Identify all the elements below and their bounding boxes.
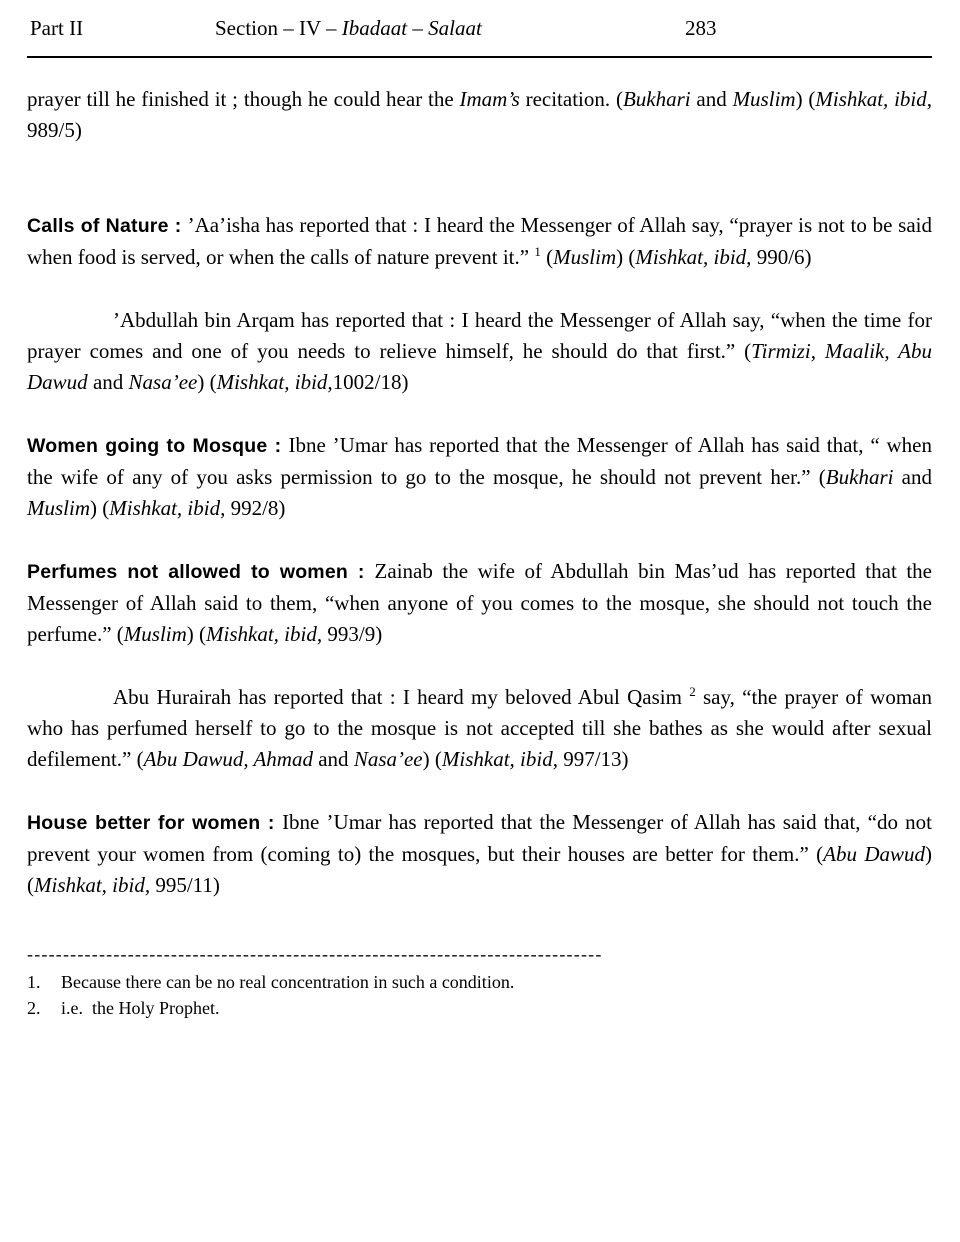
- paragraph: [27, 556, 932, 650]
- text-segment: prayer till he finished it ; though he could hear the: [27, 87, 460, 111]
- text-segment: 989/5): [27, 118, 82, 142]
- paragraph: [27, 807, 932, 901]
- text-segment: 1002/18): [332, 370, 409, 394]
- text-segment: Imam’s: [459, 87, 520, 111]
- text-segment: ) (: [197, 370, 217, 394]
- paragraph: [27, 682, 932, 775]
- text-segment: 995/11): [150, 873, 220, 897]
- text-segment: Muslim: [123, 622, 187, 646]
- footnote-list: [27, 969, 932, 1021]
- paragraph: [27, 305, 932, 398]
- footnote-block: [27, 945, 932, 1021]
- paragraph: [27, 84, 932, 146]
- text-segment: Abu Dawud: [823, 842, 926, 866]
- text-segment: say, “the prayer of woman who has perfumed herself to go to the mosque is not accepted till she bathes as she would after sexual defilement.” (: [27, 685, 932, 771]
- text-segment: Mishkat, ibid,: [815, 87, 933, 111]
- text-segment: Mishkat, ibid,: [206, 622, 323, 646]
- header-section-italic: Ibadaat – Salaat: [341, 16, 482, 40]
- footnote-text: Because there can be no real concentration in such a condition.: [61, 972, 515, 992]
- body-text: [27, 84, 932, 901]
- paragraph: [27, 430, 932, 524]
- text-segment: Nasa’ee: [128, 370, 198, 394]
- text-segment: 997/13): [557, 747, 629, 771]
- text-segment: Bukhari: [622, 87, 691, 111]
- text-segment: 993/9): [322, 622, 383, 646]
- topic-heading: Women going to Mosque :: [27, 435, 289, 457]
- text-segment: Abu Dawud, Ahmad: [143, 747, 313, 771]
- text-segment: and: [87, 370, 129, 394]
- footnote-reference: 1: [534, 244, 541, 259]
- paragraph: [27, 210, 932, 273]
- text-segment: Muslim: [732, 87, 796, 111]
- header-section-plain: Section – IV –: [215, 16, 342, 40]
- text-segment: ’Abdullah bin Arqam has reported that : I heard the Messenger of Allah say, “when the time for prayer comes and one of you needs to relieve himself, he should do that first.” (: [27, 308, 932, 363]
- text-segment: Mishkat, ibid,: [216, 370, 333, 394]
- text-segment: Ibne ’Umar has reported that the Messenger of Allah has said that, “do not prevent your women from (coming to) the mosques, but their houses are better for them.” (: [27, 810, 932, 866]
- text-segment: ) (: [90, 496, 110, 520]
- text-segment: Nasa’ee: [353, 747, 423, 771]
- text-segment: Mishkat, ibid,: [109, 496, 226, 520]
- text-segment: and: [312, 747, 354, 771]
- page-number: 283: [685, 16, 717, 40]
- text-segment: Muslim: [553, 245, 617, 269]
- topic-heading: Perfumes not allowed to women :: [27, 561, 375, 583]
- text-segment: Muslim: [27, 496, 90, 520]
- footnote-number: 2.: [27, 998, 41, 1018]
- text-segment: Zainab the wife of Abdullah bin Mas’ud has reported that the Messenger of Allah said to them, “when anyone of you comes to the mosque, she should not touch the perfume.” (: [27, 559, 932, 646]
- footnote-item: [27, 995, 932, 1021]
- text-segment: ) (: [616, 245, 636, 269]
- header-section-title: [215, 16, 482, 41]
- text-segment: and: [690, 87, 733, 111]
- text-segment: ’Aa’isha has reported that : I heard the Messenger of Allah say, “prayer is not to be said when food is served, or when the calls of nature prevent it.”: [27, 213, 932, 269]
- text-segment: Ibne ’Umar has reported that the Messenger of Allah has said that, “ when the wife of any of you asks permission to go to the mosque, he should not prevent her.” (: [27, 433, 932, 489]
- text-segment: ) (: [186, 622, 207, 646]
- topic-heading: House better for women :: [27, 812, 283, 834]
- footnote-number: 1.: [27, 972, 41, 992]
- text-segment: 992/8): [225, 496, 286, 520]
- text-segment: (: [540, 245, 554, 269]
- text-segment: Bukhari: [825, 465, 894, 489]
- footnote-text: i.e. the Holy Prophet.: [61, 998, 220, 1018]
- text-segment: ) (: [422, 747, 442, 771]
- text-segment: recitation. (: [519, 87, 623, 111]
- text-segment: Mishkat, ibid,: [34, 873, 151, 897]
- text-segment: Mishkat, ibid,: [635, 245, 752, 269]
- footnote-item: [27, 969, 932, 995]
- text-segment: Mishkat, ibid,: [441, 747, 558, 771]
- text-segment: and: [893, 465, 932, 489]
- text-segment: ) (: [27, 842, 933, 897]
- text-segment: 990/6): [751, 245, 812, 269]
- topic-heading: Calls of Nature :: [27, 215, 188, 237]
- header-part-label: Part II: [30, 16, 84, 40]
- text-segment: ) (: [795, 87, 816, 111]
- text-segment: Tirmizi, Maalik, Abu Dawud: [27, 339, 932, 394]
- text-segment: Abu Hurairah has reported that : I heard my beloved Abul Qasim: [113, 685, 690, 709]
- footnote-separator: --------------------------------------------------------------------------------: [27, 945, 603, 963]
- page-header: [27, 16, 932, 58]
- footnote-reference: 2: [689, 684, 696, 699]
